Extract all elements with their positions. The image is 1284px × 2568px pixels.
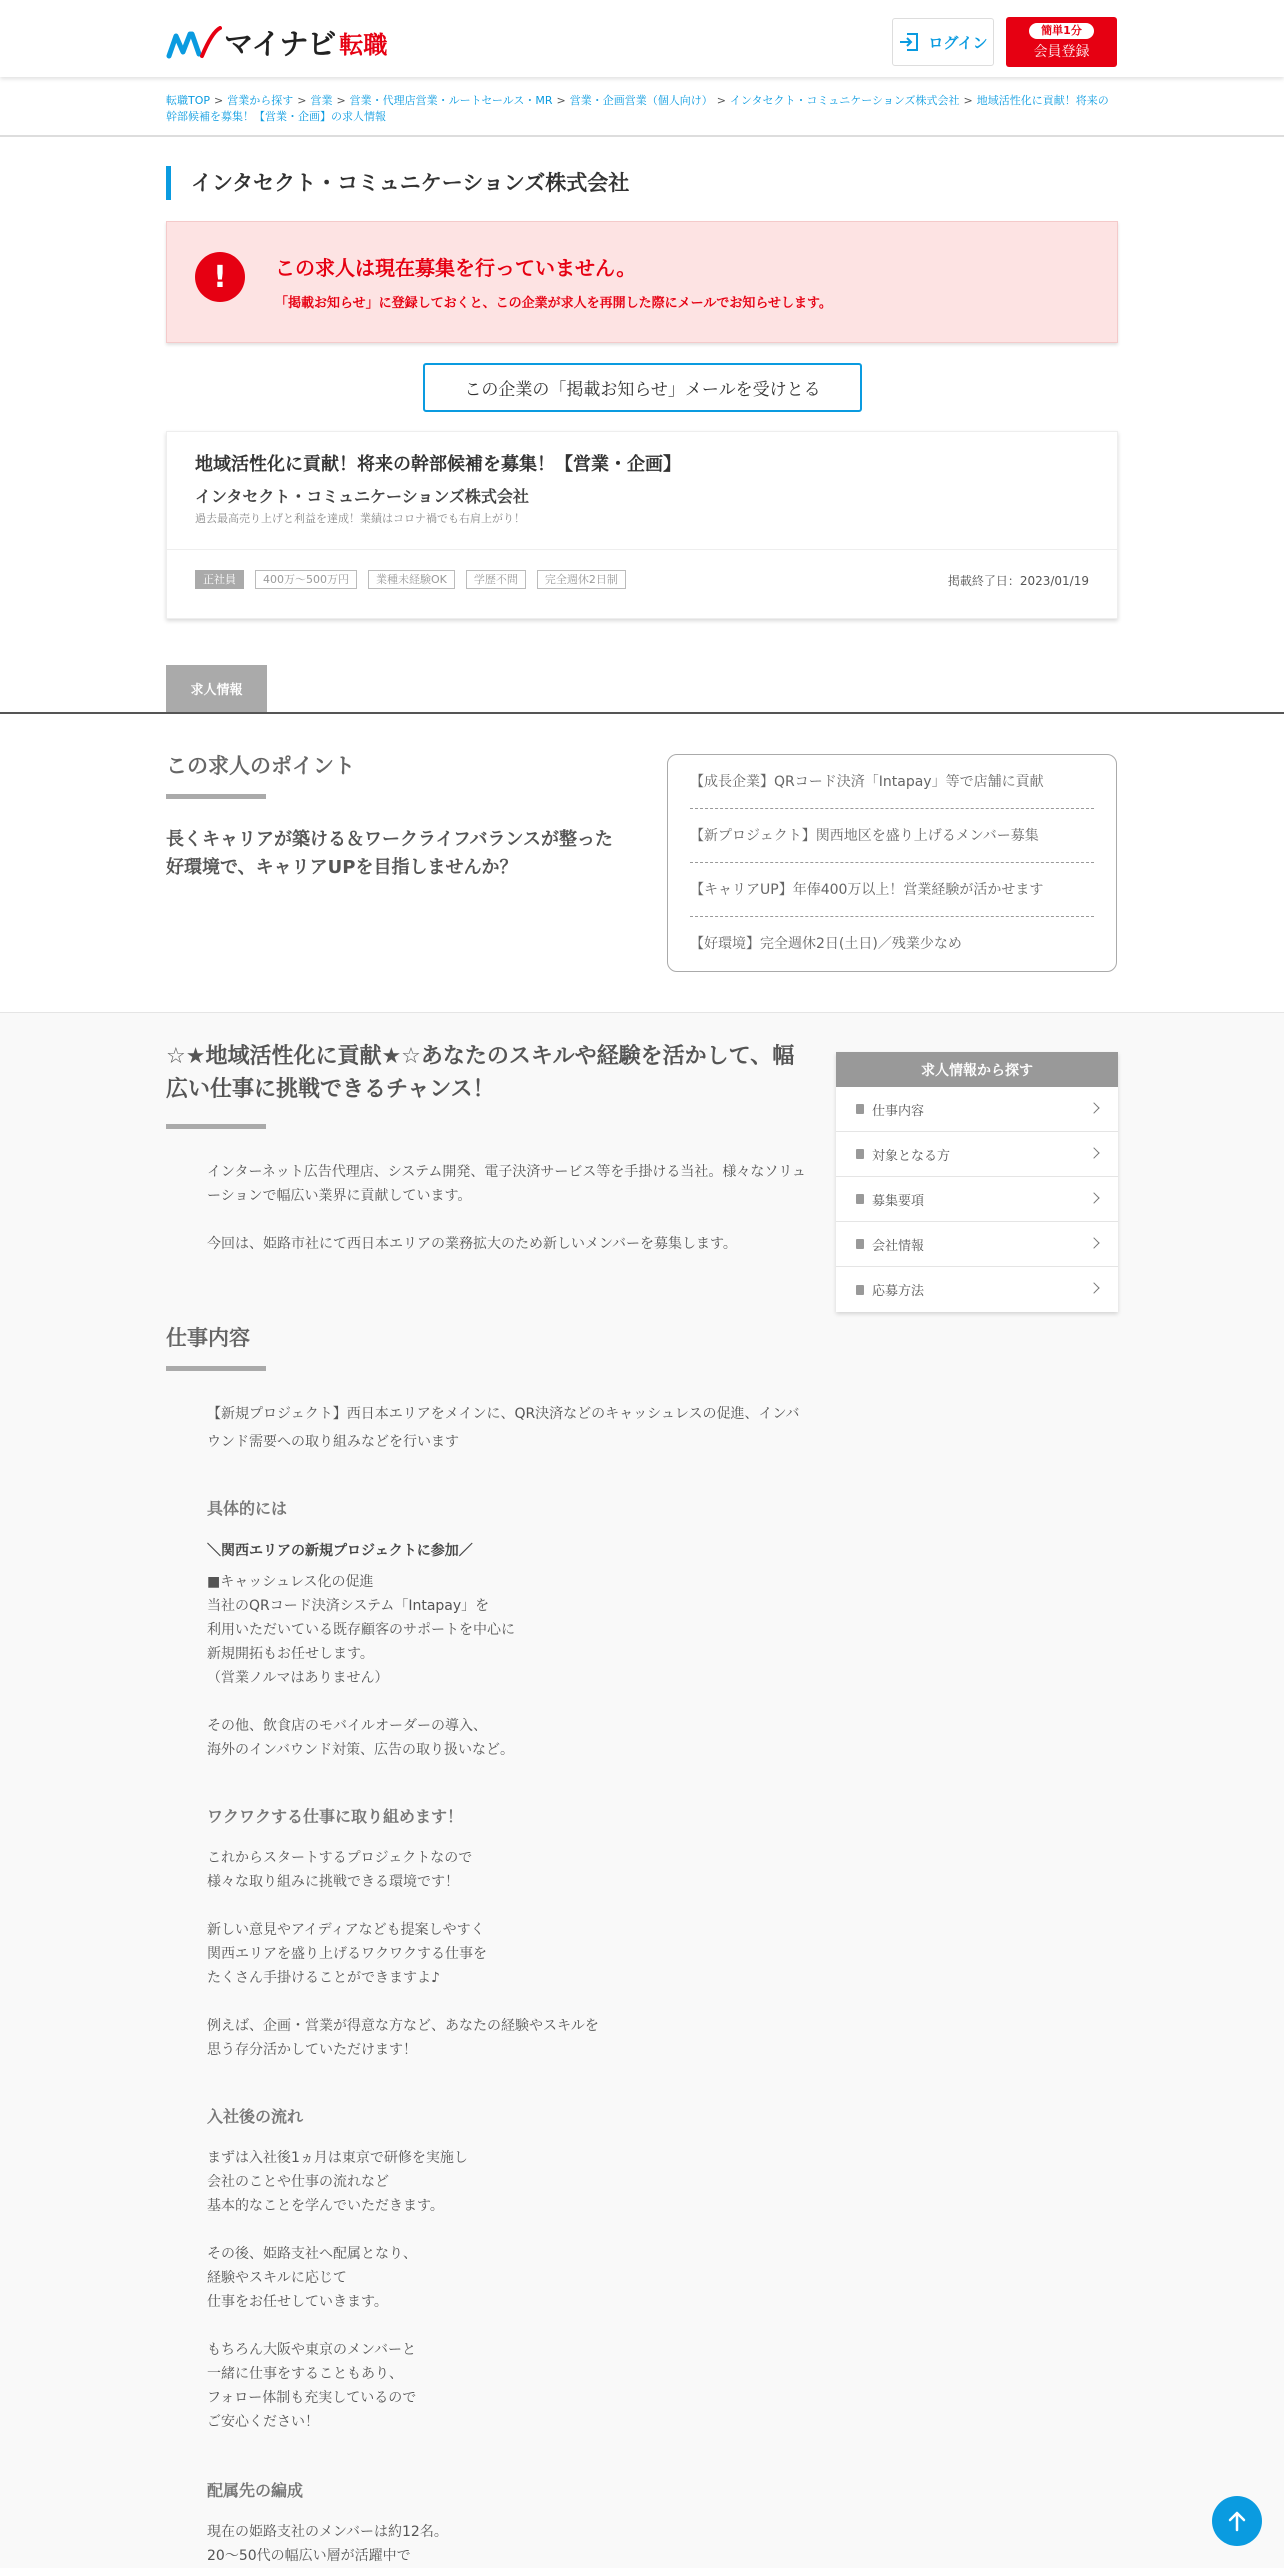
points-title: この求人のポイント (166, 754, 355, 778)
site-logo[interactable] (166, 22, 387, 63)
closed-alert (166, 221, 1118, 343)
breadcrumb-link[interactable]: 営業・代理店営業・ルートセールス・MR (349, 94, 553, 107)
breadcrumb-link[interactable]: 営業・企画営業（個人向け） (569, 94, 713, 107)
breadcrumb-link[interactable]: 営業から探す (227, 94, 294, 107)
document-icon (856, 1285, 864, 1295)
breadcrumb-link[interactable]: 転職TOP (166, 94, 211, 107)
work-subtitle-exciting: ワクワクする仕事に取り組めます！ (207, 1807, 464, 1826)
breadcrumb-separator: > (556, 94, 566, 107)
sidenav-title: 求人情報から探す (836, 1052, 1118, 1087)
sidenav-item-requirements[interactable] (836, 1177, 1118, 1222)
work-flow-text: まずは入社後1ヵ月は東京で研修を実施し 会社のことや仕事の流れなど 基本的なことを学んでいただきます。 その後、姫路支社へ配属となり、 経験やスキルに応じて 仕事をお任せしていきます。 もちろん大阪や東京のメンバーと 一緒に仕事をすることもあり、 フォロー体制も充実しているので ご安心ください！ (207, 2150, 468, 2430)
page-top-button[interactable] (1212, 2496, 1262, 2546)
breadcrumb-separator: > (336, 94, 346, 107)
intro-paragraph: 今回は、姫路市社にて西日本エリアの業務拡大のため新しいメンバーを募集します。 (207, 1236, 737, 1252)
posting-end-date: 掲載終了日：2023/01/19 (947, 574, 1089, 588)
sidenav-item-label: 対象となる方 (872, 1148, 951, 1164)
breadcrumb-separator: > (963, 94, 973, 107)
chevron-right-icon (1088, 1102, 1099, 1113)
alert-title: この求人は現在募集を行っていません。 (275, 256, 637, 280)
breadcrumb-link[interactable]: インタセクト・コミュニケーションズ株式会社 (729, 94, 960, 107)
document-icon (856, 1149, 864, 1159)
work-title-underline (166, 1366, 266, 1371)
work-section-title: 仕事内容 (166, 1326, 250, 1350)
point-item: 【新プロジェクト】関西地区を盛り上げるメンバー募集 (690, 809, 1094, 863)
breadcrumb-current[interactable]: 地域活性化に貢献！将来の幹部候補を募集！【営業・企画】の求人情報 (166, 94, 1109, 123)
tag-education: 学歴不問 (466, 570, 526, 589)
document-icon (856, 1104, 864, 1114)
register-button[interactable] (1006, 17, 1117, 67)
logo-main-text: マイナビ (224, 27, 336, 61)
login-button[interactable] (892, 18, 994, 66)
tag-salary: 400万～500万円 (255, 570, 357, 589)
work-details-text: ■キャッシュレス化の促進 当社のQRコード決済システム「Intapay」を 利用いただいている既存顧客のサポートを中心に 新規開拓もお任せします。 （営業ノルマはありません） その他、飲食店のモバイルオーダーの導入、 海外のインバウンド対策、広告の取り扱いなど。 (207, 1574, 515, 1758)
job-info-sidenav (836, 1052, 1118, 1312)
document-icon (856, 1239, 864, 1249)
work-subtitle-details: 具体的には (207, 1499, 288, 1518)
breadcrumb-divider (0, 135, 1284, 137)
chevron-right-icon (1088, 1192, 1099, 1203)
point-item: 【成長企業】QRコード決済「Intapay」等で店舗に貢献 (690, 755, 1094, 809)
register-badge: 簡単1分 (1029, 23, 1094, 39)
sidenav-item-apply[interactable] (836, 1267, 1118, 1312)
chevron-right-icon (1088, 1147, 1099, 1158)
sidenav-item-target[interactable] (836, 1132, 1118, 1177)
mynavi-logo-icon (166, 26, 222, 60)
intro-title-underline (166, 1124, 266, 1129)
notify-subscribe-button[interactable]: この企業の「掲載お知らせ」メールを受けとる (423, 363, 862, 412)
job-company: インタセクト・コミュニケーションズ株式会社 (195, 487, 529, 506)
sidenav-item-company[interactable] (836, 1222, 1118, 1267)
login-label: ログイン (928, 33, 988, 52)
tab-divider (0, 712, 1284, 714)
work-team-text: 現在の姫路支社のメンバーは約12名。 20～50代の幅広い層が活躍中で (207, 2524, 448, 2564)
alert-text: 「掲載お知らせ」に登録しておくと、この企業が求人を再開した際にメールでお知らせします。 (275, 296, 832, 311)
job-tags (195, 570, 626, 589)
site-header (0, 0, 1284, 77)
breadcrumb-separator: > (716, 94, 726, 107)
document-icon (856, 1194, 864, 1204)
chevron-right-icon (1088, 1237, 1099, 1248)
sidenav-item-label: 募集要項 (872, 1193, 925, 1209)
exclamation-icon: ! (195, 252, 245, 302)
work-project-heading: ＼関西エリアの新規プロジェクトに参加／ (207, 1543, 473, 1559)
job-catchphrase: 過去最高売り上げと利益を達成！業績はコロナ禍でも右肩上がり！ (195, 512, 525, 525)
work-subtitle-team: 配属先の編成 (207, 2481, 304, 2500)
breadcrumb (166, 93, 1118, 125)
sidenav-item-label: 会社情報 (872, 1238, 925, 1254)
work-subtitle-flow: 入社後の流れ (207, 2107, 304, 2126)
intro-paragraph: インターネット広告代理店、システム開発、電子決済サービス等を手掛ける当社。様々なソリューションで幅広い業界に貢献しています。 (207, 1164, 806, 1204)
tag-employment-type: 正社員 (195, 570, 244, 589)
work-exciting-text: これからスタートするプロジェクトなので 様々な取り組みに挑戦できる環境です！ 新しい意見やアイディアなども提案しやすく 関西エリアを盛り上げるワクワクする仕事を たくさん手掛けることができますよ♪ 例えば、企画・営業が得意な方など、あなたの経験やスキルを 思う存分活かしていただけます！ (207, 1850, 599, 2058)
sidenav-item-label: 応募方法 (872, 1284, 925, 1299)
breadcrumb-link[interactable]: 営業 (310, 94, 333, 107)
sidenav-item-work[interactable] (836, 1087, 1118, 1132)
point-item: 【好環境】完全週休2日(土日)／残業少なめ (690, 936, 962, 952)
logo-sub-text: 転職 (339, 31, 388, 59)
chevron-right-icon (1088, 1282, 1099, 1293)
intro-text (207, 1160, 807, 1256)
tab-job-info[interactable]: 求人情報 (166, 665, 267, 712)
tag-inexperienced-ok: 業種未経験OK (368, 570, 455, 589)
breadcrumb-separator: > (297, 94, 307, 107)
login-icon (898, 31, 920, 53)
job-summary-card (166, 431, 1118, 619)
point-item: 【キャリアUP】年俸400万以上！営業経験が活かせます (690, 863, 1094, 917)
points-lead: 長くキャリアが築ける＆ワークライフバランスが整った好環境で、キャリアUPを目指しませんか？ (166, 829, 613, 878)
register-label: 会員登録 (1033, 44, 1090, 60)
job-title: 地域活性化に貢献！将来の幹部候補を募集！【営業・企画】 (195, 454, 681, 475)
card-divider (167, 549, 1117, 550)
points-title-underline (166, 794, 266, 799)
sidenav-item-label: 仕事内容 (872, 1103, 925, 1119)
tag-holidays: 完全週休2日制 (537, 570, 626, 589)
work-summary: 【新規プロジェクト】西日本エリアをメインに、QR決済などのキャッシュレスの促進、インバウンド需要への取り組みなどを行います (207, 1406, 800, 1450)
breadcrumb-separator: > (214, 94, 224, 107)
points-list (667, 754, 1117, 972)
intro-title: ☆★地域活性化に貢献★☆あなたのスキルや経験を活かして、幅広い仕事に挑戦できるチャンス！ (166, 1044, 795, 1102)
arrow-up-icon (1227, 2510, 1247, 2532)
company-heading: インタセクト・コミュニケーションズ株式会社 (166, 166, 629, 200)
